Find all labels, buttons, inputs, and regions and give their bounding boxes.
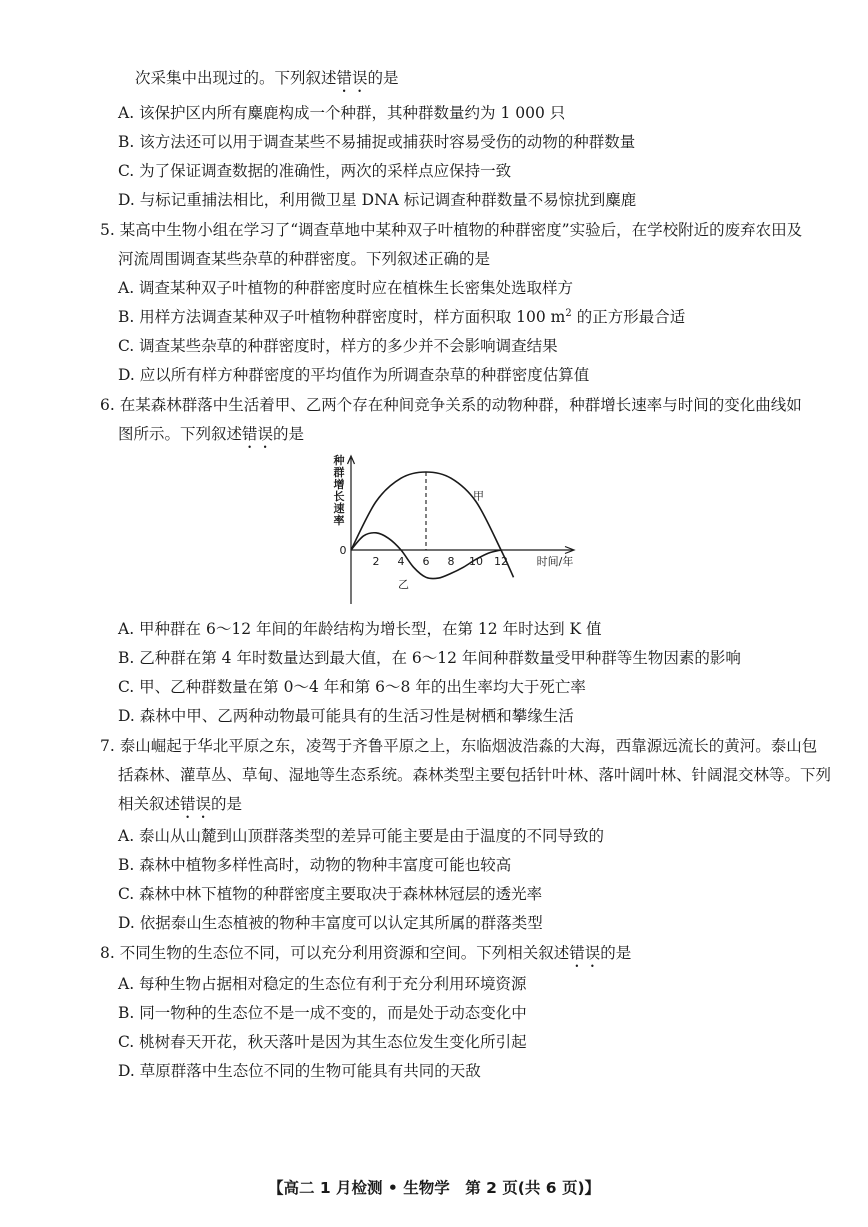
chart-axes [333,453,575,604]
x-tick-label: 6 [422,555,430,568]
q8-option-b: B. 同一物种的生态位不是一成不变的，而是处于动态变化中 [118,1004,527,1022]
x-tick-label: 4 [397,555,405,568]
y-axis-label-char: 种 [333,454,345,467]
q4-option-a: A. 该保护区内所有麋鹿构成一个种群，其种群数量约为 1 000 只 [118,104,566,122]
q7-stem-line2: 括森林、灌草丛、草甸、湿地等生态系统。森林类型主要包括针叶林、落叶阔叶林、针阔混交林等。下列 [118,766,832,784]
q6-option-c: C. 甲、乙种群数量在第 0～4 年和第 6～8 年的出生率均大于死亡率 [118,678,586,696]
q7-option-c: C. 森林中林下植物的种群密度主要取决于森林林冠层的透光率 [118,885,543,903]
x-axis-label: 时间/年 [536,555,574,568]
q8-emphasis: 错误 [569,944,601,962]
q4-stem-tail [135,68,399,96]
q7-emphasis: 错误 [180,795,212,813]
q6-stem-line1: 6. 在某森林群落中生活着甲、乙两个存在种间竞争关系的动物种群，种群增长速率与时间的变化曲线如 [100,396,802,414]
q6-option-d: D. 森林中甲、乙两种动物最可能具有的生活习性是树栖和攀缘生活 [118,707,574,725]
q6-stem-text: 图所示。下列叙述 [118,425,243,443]
series-label-jia: 甲 [473,489,484,503]
q6-stem-end: 的是 [273,425,305,443]
y-axis-label-char: 群 [333,466,345,479]
q7-option-b: B. 森林中植物多样性高时，动物的物种丰富度可能也较高 [118,856,512,874]
series-label-yi: 乙 [398,578,409,592]
q8-option-c: C. 桃树春天开花，秋天落叶是因为其生态位发生变化所引起 [118,1033,527,1051]
y-axis-label-char: 率 [333,514,345,527]
q4-stem-end: 的是 [367,69,399,87]
q6-stem-line2 [118,424,304,452]
q6-emphasis: 错误 [242,425,274,443]
y-axis-label-char: 长 [333,490,345,503]
q7-stem-text: 相关叙述 [118,795,181,813]
origin-label: 0 [339,544,347,557]
q8-stem-text: 8. 不同生物的生态位不同，可以充分利用资源和空间。下列相关叙述 [100,944,570,962]
q4-stem-text: 次采集中出现过的。下列叙述 [135,69,337,87]
x-tick-label: 10 [469,555,483,568]
q7-stem-line1: 7. 泰山崛起于华北平原之东，凌驾于齐鲁平原之上，东临烟波浩淼的大海，西靠源远流长的黄河。泰山包 [100,737,818,755]
y-axis-label-char: 增 [333,478,345,491]
q8-stem-end: 的是 [600,944,632,962]
q5-option-d: D. 应以所有样方种群密度的平均值作为所调查杂草的种群密度估算值 [118,366,590,384]
q5-option-b-end: 的正方形最合适 [571,308,686,326]
q7-option-d: D. 依据泰山生态植被的物种丰富度可以认定其所属的群落类型 [118,914,543,932]
q8-option-d: D. 草原群落中生态位不同的生物可能具有共同的天敌 [118,1062,481,1080]
q4-emphasis: 错误 [336,69,368,87]
q8-option-a: A. 每种生物占据相对稳定的生态位有利于充分利用环境资源 [118,975,527,993]
q7-stem-line3 [118,794,242,822]
q5-option-b-text: B. 用样方法调查某种双子叶植物种群密度时，样方面积取 100 m [118,308,566,326]
chart-marks [351,472,514,591]
y-axis-label-char: 速 [333,502,345,515]
q5-option-c: C. 调查某些杂草的种群密度时，样方的多少并不会影响调查结果 [118,337,558,355]
q5-stem-line2: 河流周围调查某些杂草的种群密度。下列叙述正确的是 [118,250,491,268]
q8-stem [100,943,631,971]
q6-option-b: B. 乙种群在第 4 年时数量达到最大值，在 6～12 年间种群数量受甲种群等生物因素的影响 [118,649,741,667]
q4-option-c: C. 为了保证调查数据的准确性，两次的采样点应保持一致 [118,162,512,180]
q6-option-a: A. 甲种群在 6～12 年间的年龄结构为增长型，在第 12 年时达到 K 值 [118,620,602,638]
page-footer: 【高二 1 月检测 • 生物学 第 2 页(共 6 页)】 [267,1179,601,1197]
x-tick-label: 12 [494,555,508,568]
q7-option-a: A. 泰山从山麓到山顶群落类型的差异可能主要是由于温度的不同导致的 [118,827,605,845]
q4-option-d: D. 与标记重捕法相比，利用微卫星 DNA 标记调查种群数量不易惊扰到麋鹿 [118,191,637,209]
q7-stem-end: 的是 [211,795,243,813]
q4-option-b: B. 该方法还可以用于调查某些不易捕捉或捕获时容易受伤的动物的种群数量 [118,133,636,151]
q5-option-b [118,307,685,327]
x-tick-label: 2 [372,555,380,568]
q5-option-b-superscript: 2 [565,307,572,319]
q5-option-a: A. 调查某种双子叶植物的种群密度时应在植株生长密集处选取样方 [118,279,574,297]
x-tick-label: 8 [447,555,455,568]
q5-stem-line1: 5. 某高中生物小组在学习了“调查草地中某种双子叶植物的种群密度”实验后，在学校附近的废弃农田及 [100,221,803,239]
growth-rate-chart [325,452,585,612]
